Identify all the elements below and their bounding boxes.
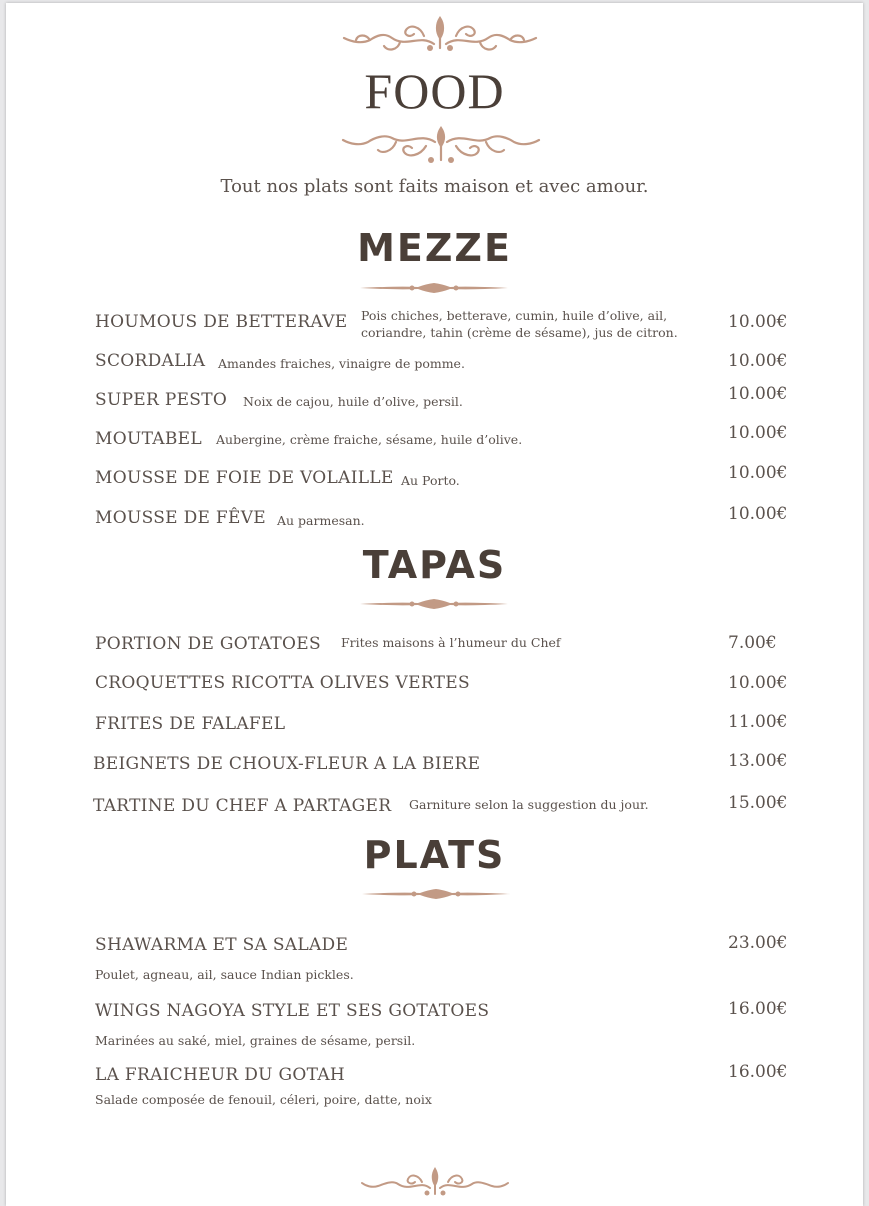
menu-item-price: 10.00€ (728, 673, 788, 693)
menu-item-description: Frites maisons à l’humeur du Chef (341, 635, 561, 650)
menu-item-description: Poulet, agneau, ail, sauce Indian pickles. (95, 967, 354, 982)
divider-ornament (360, 887, 512, 901)
menu-item-name: SUPER PESTO (95, 390, 228, 410)
menu-item-price: 10.00€ (728, 312, 788, 332)
menu-item-name: SHAWARMA ET SA SALADE (95, 935, 349, 955)
menu-item-price: 15.00€ (728, 793, 788, 813)
menu-item-price: 13.00€ (728, 751, 788, 771)
menu-item-name: MOUTABEL (95, 429, 202, 449)
menu-item-name: CROQUETTES RICOTTA OLIVES VERTES (95, 673, 470, 693)
divider-ornament (358, 597, 510, 611)
title-flourish-ornament (340, 124, 542, 166)
menu-item-name: MOUSSE DE FÊVE (95, 508, 267, 528)
section-title-mezze: MEZZE (357, 226, 512, 270)
menu-item-description: Aubergine, crème fraiche, sésame, huile d’olive. (216, 432, 523, 447)
menu-item-price: 10.00€ (728, 463, 788, 483)
top-flourish-ornament (340, 14, 540, 56)
menu-item-name: WINGS NAGOYA STYLE ET SES GOTATOES (95, 1001, 490, 1021)
menu-item-price: 16.00€ (728, 999, 788, 1019)
menu-item-price: 16.00€ (728, 1062, 788, 1082)
menu-item-description: Garniture selon la suggestion du jour. (409, 797, 649, 812)
bottom-flourish-ornament (360, 1166, 510, 1198)
menu-item-description: Au Porto. (401, 473, 460, 488)
menu-item-name: TARTINE DU CHEF A PARTAGER (93, 796, 392, 816)
menu-item-name: LA FRAICHEUR DU GOTAH (95, 1065, 346, 1085)
intro-text: Tout nos plats sont faits maison et avec amour. (220, 176, 649, 197)
menu-item-price: 10.00€ (728, 504, 788, 524)
menu-item-description: Noix de cajou, huile d’olive, persil. (243, 394, 463, 409)
menu-item-description: Marinées au saké, miel, graines de sésame, persil. (95, 1033, 416, 1048)
menu-item-name: BEIGNETS DE CHOUX-FLEUR A LA BIERE (93, 754, 481, 774)
section-title-plats: PLATS (363, 833, 506, 877)
menu-item-description: Au parmesan. (277, 513, 365, 528)
menu-item-description: Salade composée de fenouil, céleri, poire, datte, noix (95, 1092, 432, 1107)
menu-item-description: Amandes fraiches, vinaigre de pomme. (218, 356, 465, 371)
menu-item-price: 11.00€ (728, 712, 788, 732)
menu-item-price: 23.00€ (728, 933, 788, 953)
section-title-tapas: TAPAS (362, 543, 507, 587)
divider-ornament (358, 281, 510, 295)
menu-item-description: coriandre, tahin (crème de sésame), jus de citron. (361, 325, 678, 340)
menu-item-price: 10.00€ (728, 423, 788, 443)
menu-item-price: 7.00€ (728, 633, 777, 653)
menu-item-price: 10.00€ (728, 351, 788, 371)
menu-item-price: 10.00€ (728, 384, 788, 404)
menu-item-name: MOUSSE DE FOIE DE VOLAILLE (95, 468, 394, 488)
menu-item-name: SCORDALIA (95, 351, 206, 371)
page-title: FOOD (364, 63, 505, 119)
menu-item-description: Pois chiches, betterave, cumin, huile d’olive, ail, (361, 308, 668, 323)
menu-item-name: PORTION DE GOTATOES (95, 634, 321, 654)
menu-item-name: HOUMOUS DE BETTERAVE (95, 312, 348, 332)
menu-item-name: FRITES DE FALAFEL (95, 714, 286, 734)
